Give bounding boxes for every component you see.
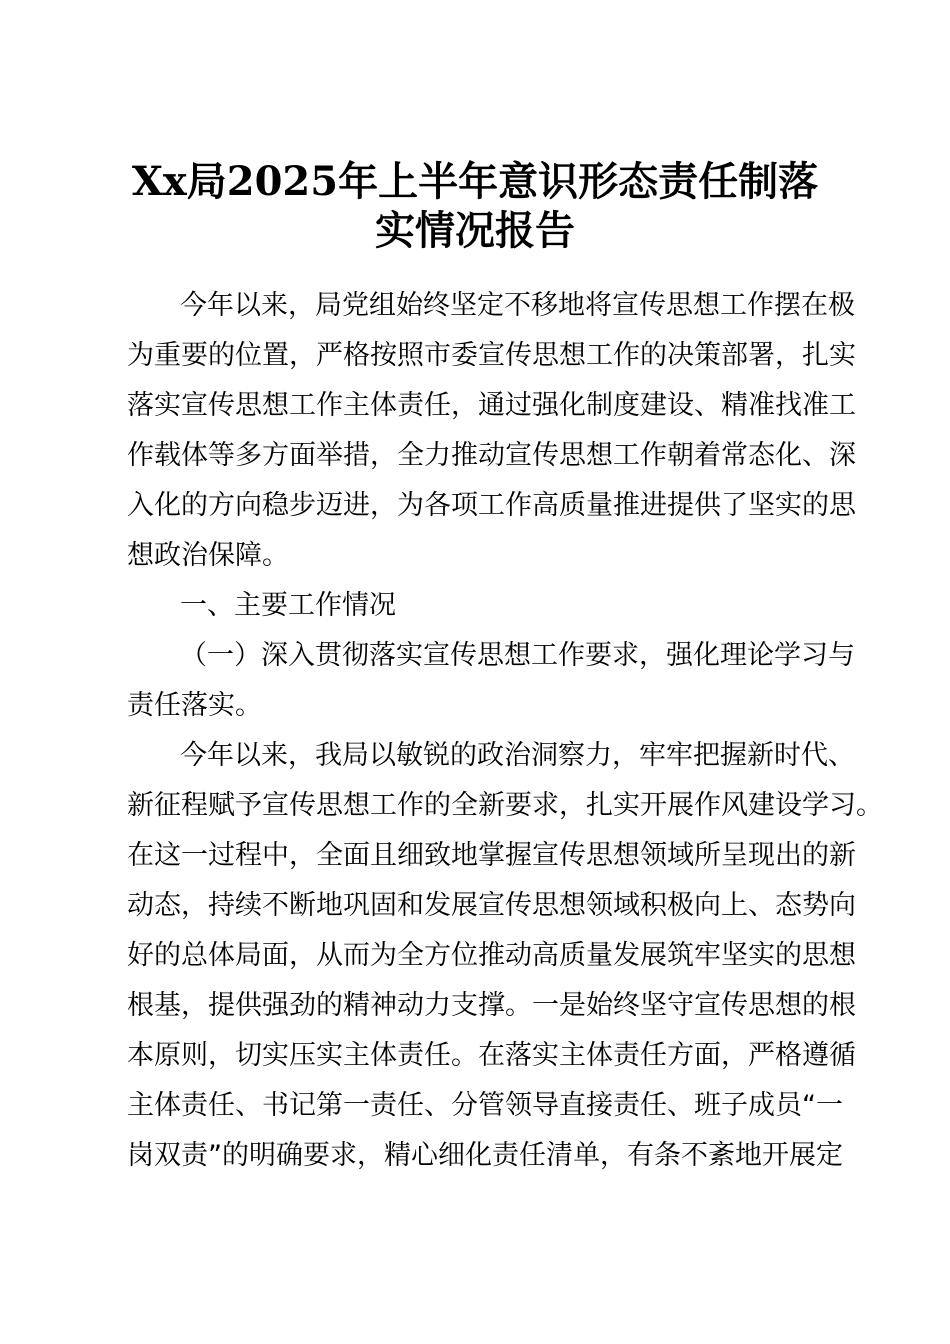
body-paragraph-line: 岗双责”的明确要求，精心细化责任清单，有条不紊地开展定: [127, 1140, 843, 1171]
body-paragraph-line: 今年以来，我局以敏锐的政治洞察力，牢牢把握新时代、: [180, 740, 855, 771]
subsection-heading-line: （一）深入贯彻落实宣传思想工作要求，强化理论学习与: [180, 640, 855, 671]
body-paragraph-line: 动态，持续不断地巩固和发展宣传思想领域积极向上、态势向: [127, 890, 856, 921]
section-heading: 一、主要工作情况: [180, 590, 396, 621]
document-title-line-2: 实情况报告: [375, 207, 575, 254]
document-title-line-1: Xx局2025年上半年意识形态责任制落: [131, 158, 819, 205]
body-paragraph-line: 新征程赋予宣传思想工作的全新要求，扎实开展作风建设学习。: [127, 790, 883, 821]
intro-paragraph-line: 今年以来，局党组始终坚定不移地将宣传思想工作摆在极: [180, 290, 855, 321]
intro-paragraph-line: 想政治保障。: [127, 540, 289, 571]
intro-paragraph-line: 落实宣传思想工作主体责任，通过强化制度建设、精准找准工: [127, 390, 856, 421]
body-paragraph-line: 根基，提供强劲的精神动力支撑。一是始终坚守宣传思想的根: [127, 990, 856, 1021]
intro-paragraph-line: 作载体等多方面举措，全力推动宣传思想工作朝着常态化、深: [127, 440, 856, 471]
intro-paragraph-line: 为重要的位置，严格按照市委宣传思想工作的决策部署，扎实: [127, 340, 856, 371]
subsection-heading-line: 责任落实。: [127, 690, 262, 721]
intro-paragraph-line: 入化的方向稳步迈进，为各项工作高质量推进提供了坚实的思: [127, 490, 856, 521]
body-paragraph-line: 主体责任、书记第一责任、分管领导直接责任、班子成员“一: [127, 1090, 843, 1121]
body-paragraph-line: 好的总体局面，从而为全方位推动高质量发展筑牢坚实的思想: [127, 940, 856, 971]
body-paragraph-line: 在这一过程中，全面且细致地掌握宣传思想领域所呈现出的新: [127, 840, 856, 871]
body-paragraph-line: 本原则，切实压实主体责任。在落实主体责任方面，严格遵循: [127, 1040, 856, 1071]
